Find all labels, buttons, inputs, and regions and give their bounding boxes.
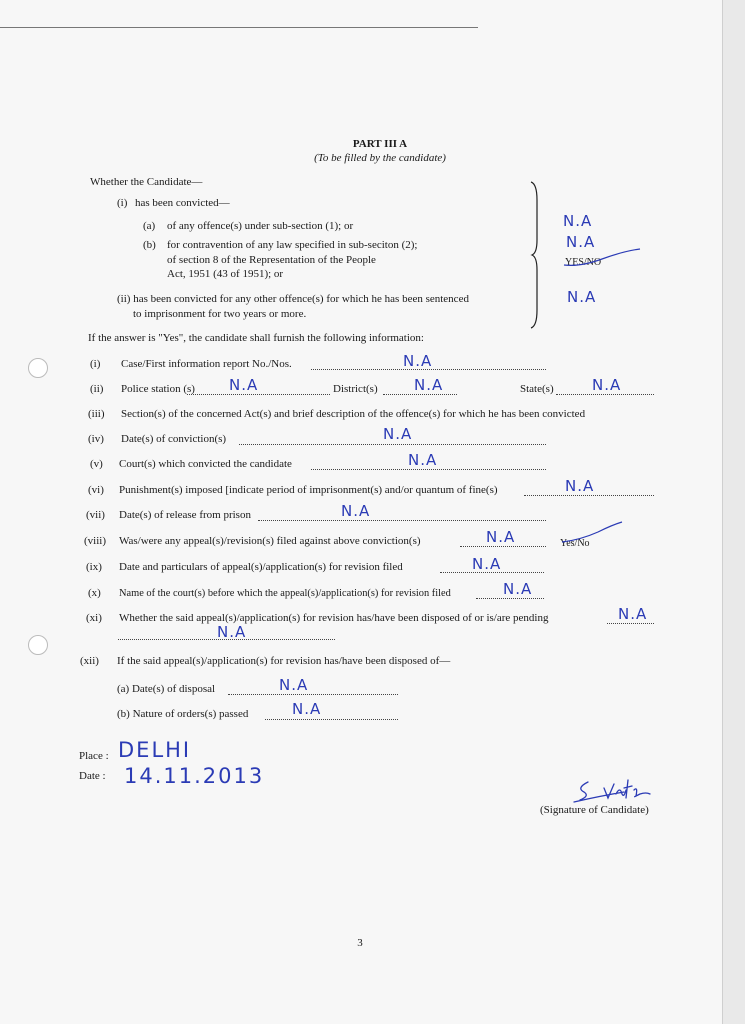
row-ii-dotted-line <box>187 394 330 395</box>
row-ix-answer: N.A <box>472 555 502 573</box>
page-edge <box>722 0 745 1024</box>
place-value-handwritten: DELHI <box>118 738 192 762</box>
item-ii-line1: (ii) has been convicted for any other offence(s) for which he has been sentenced <box>117 293 469 305</box>
row-xii-b-answer: N.A <box>292 700 322 718</box>
yes-no-options: YES/NO <box>565 257 602 268</box>
row-viii-number: (viii) <box>84 535 106 547</box>
if-yes-instruction: If the answer is "Yes", the candidate shall furnish the following information: <box>88 332 424 344</box>
row-viii-yes-no: Yes/No <box>560 538 590 549</box>
right-brace <box>529 180 539 330</box>
row-iii-label: Section(s) of the concerned Act(s) and brief description of the offence(s) for which he has been convicted <box>121 408 586 420</box>
row-xii-b-dotted-line <box>265 719 398 720</box>
row-xi-dotted-line <box>607 623 654 624</box>
top-rule <box>0 27 478 28</box>
row-xi-answer-1: N.A <box>618 605 648 623</box>
row-ii-state-answer: N.A <box>592 376 622 394</box>
row-vii-dotted-line <box>258 520 546 521</box>
answer-ii-handwritten: N.A <box>567 288 597 306</box>
row-ii-state-dotted <box>556 394 654 395</box>
row-iv-label: Date(s) of conviction(s) <box>121 433 227 445</box>
row-xii-a-answer: N.A <box>279 676 309 694</box>
item-a-label: (a) <box>143 220 156 232</box>
row-v-label: Court(s) which convicted the candidate <box>119 458 292 470</box>
answer-b-handwritten: N.A <box>566 233 596 251</box>
row-v-dotted-line <box>311 469 546 470</box>
item-ii-line2: to imprisonment for two years or more. <box>133 308 307 320</box>
row-ix-label: Date and particulars of appeal(s)/application(s) for revision filed <box>119 561 403 573</box>
part-subtitle: (To be filled by the candidate) <box>314 152 446 164</box>
page-number: 3 <box>357 937 363 949</box>
row-xi-answer-2: N.A <box>217 623 247 641</box>
punch-hole-top <box>28 358 48 378</box>
row-ii-label: Police station (s) <box>121 383 195 395</box>
row-x-number: (x) <box>88 587 101 599</box>
row-x-answer: N.A <box>503 580 533 598</box>
yes-strike-mark <box>562 245 644 269</box>
row-ii-number: (ii) <box>90 383 104 395</box>
row-vii-label: Date(s) of release from prison <box>119 509 251 521</box>
row-vii-answer: N.A <box>341 502 371 520</box>
row-vi-label: Punishment(s) imposed [indicate period of imprisonment(s) and/or quantum of fine(s) <box>119 484 498 496</box>
item-a-text: of any offence(s) under sub-section (1); or <box>167 220 354 232</box>
row-xii-a-label: (a) Date(s) of disposal <box>117 683 216 695</box>
row-vii-number: (vii) <box>86 509 105 521</box>
row-ix-number: (ix) <box>86 561 102 573</box>
punch-hole-bottom <box>28 635 48 655</box>
row-x-label: Name of the court(s) before which the appeal(s)/application(s) for revision filed <box>119 588 451 599</box>
row-xii-label: If the said appeal(s)/application(s) for revision has/have been disposed of— <box>117 655 451 667</box>
row-i-answer: N.A <box>403 352 433 370</box>
item-b-line2: of section 8 of the Representation of the People <box>167 254 376 266</box>
row-xi-label: Whether the said appeal(s)/application(s) for revision has/have been disposed of or is/are pending <box>119 612 549 624</box>
row-viii-answer: N.A <box>486 528 516 546</box>
signature-label: (Signature of Candidate) <box>540 804 649 816</box>
row-iv-answer: N.A <box>383 425 413 443</box>
row-v-number: (v) <box>90 458 103 470</box>
row-xii-a-dotted-line <box>228 694 398 695</box>
row-iv-dotted-line <box>239 444 546 445</box>
row-vi-answer: N.A <box>565 477 595 495</box>
row-xii-b-label: (b) Nature of orders(s) passed <box>117 708 249 720</box>
date-label: Date : <box>79 770 106 782</box>
item-i-text: has been convicted— <box>135 197 230 209</box>
row-viii-label: Was/were any appeal(s)/revision(s) filed against above conviction(s) <box>119 535 421 547</box>
row-i-label: Case/First information report No./Nos. <box>121 358 292 370</box>
row-x-dotted-line <box>476 598 544 599</box>
row-iv-number: (iv) <box>88 433 104 445</box>
row-xii-number: (xii) <box>80 655 99 667</box>
row-vi-number: (vi) <box>88 484 104 496</box>
row-ii-district-dotted <box>383 394 457 395</box>
part-title: PART III A <box>352 138 408 150</box>
row-iii-number: (iii) <box>88 408 105 420</box>
row-v-answer: N.A <box>408 451 438 469</box>
item-i-label: (i) <box>117 197 128 209</box>
whether-candidate: Whether the Candidate— <box>90 176 203 188</box>
item-b-line3: Act, 1951 (43 of 1951); or <box>167 268 284 280</box>
row-vi-dotted-line <box>524 495 654 496</box>
date-value-handwritten: 14.11.2013 <box>124 764 265 788</box>
signature-image <box>560 772 670 806</box>
answer-a-handwritten: N.A <box>563 212 593 230</box>
row-viii-strike-mark <box>560 520 626 546</box>
place-label: Place : <box>79 750 109 762</box>
row-ii-answer: N.A <box>229 376 259 394</box>
item-b-label: (b) <box>143 239 156 251</box>
row-ii-district-answer: N.A <box>414 376 444 394</box>
row-xi-number: (xi) <box>86 612 102 624</box>
row-ii-state-label: State(s) <box>520 383 554 395</box>
row-ii-district-label: District(s) <box>333 383 378 395</box>
row-viii-dotted-line <box>460 546 546 547</box>
row-i-number: (i) <box>90 358 101 370</box>
item-b-line1: for contravention of any law specified in sub-seciton (2); <box>167 239 418 251</box>
